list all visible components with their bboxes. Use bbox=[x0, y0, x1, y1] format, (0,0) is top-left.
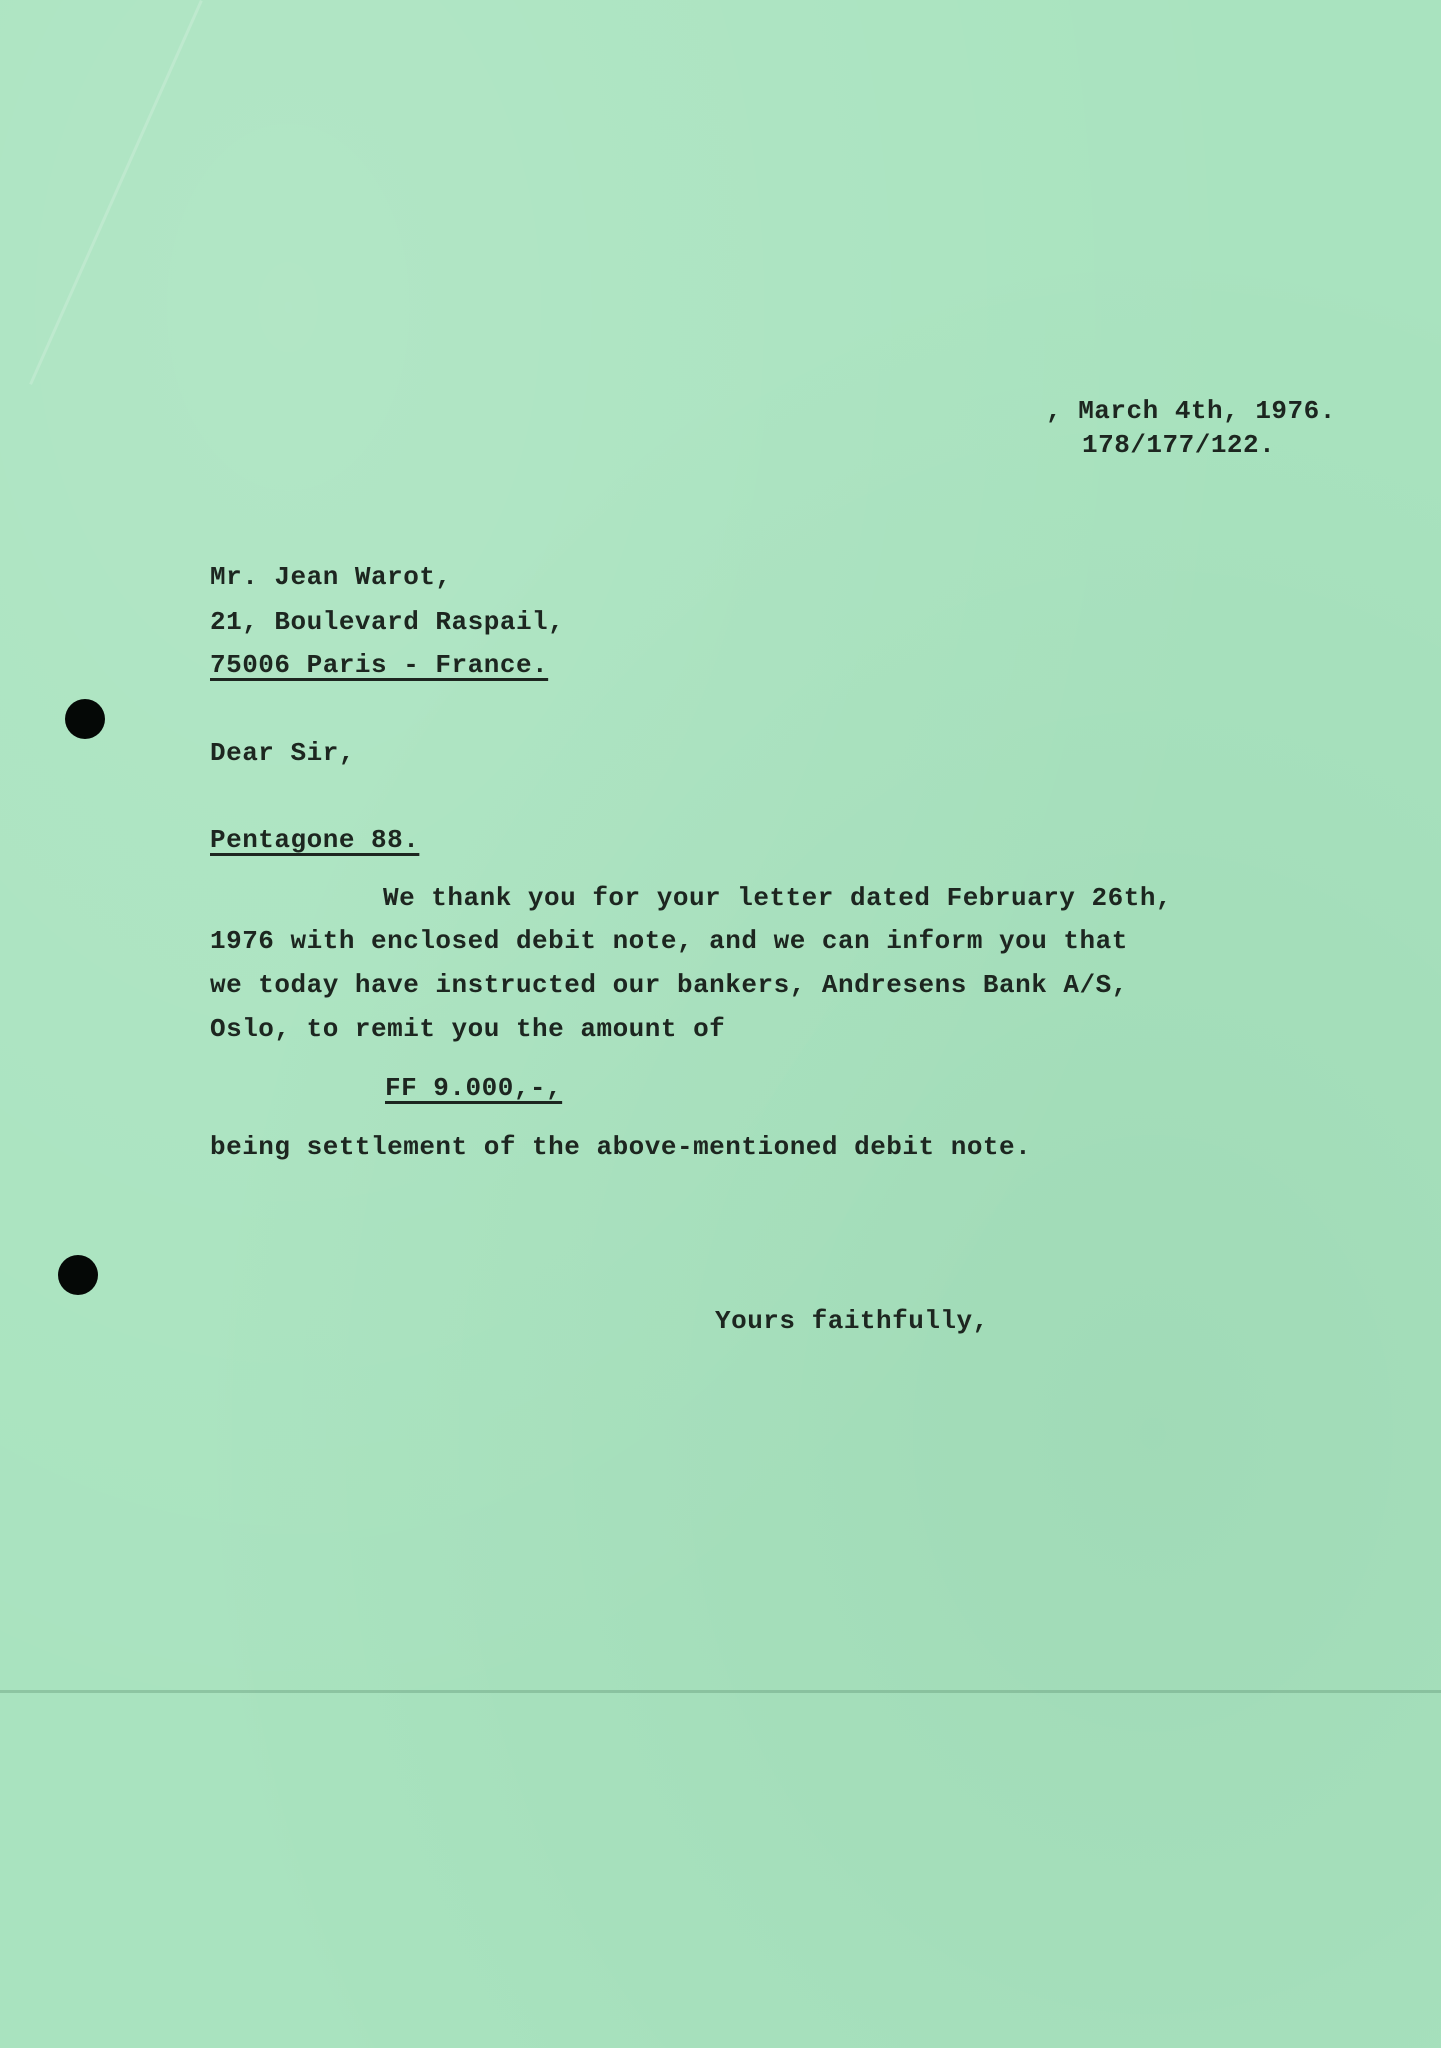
letter-reference: 178/177/122. bbox=[1082, 430, 1276, 460]
recipient-city: 75006 Paris - France. bbox=[210, 650, 549, 680]
closing: Yours faithfully, bbox=[715, 1306, 989, 1336]
body-line-4: Oslo, to remit you the amount of bbox=[210, 1014, 726, 1044]
paper-crease-diagonal bbox=[29, 0, 203, 385]
body-line-2: 1976 with enclosed debit note, and we can inform you that bbox=[210, 926, 1128, 956]
recipient-street: 21, Boulevard Raspail, bbox=[210, 607, 565, 637]
salutation: Dear Sir, bbox=[210, 738, 355, 768]
paper-fold-line bbox=[0, 1690, 1441, 1693]
payment-amount: FF 9.000,-, bbox=[385, 1073, 563, 1103]
punch-hole-top bbox=[65, 699, 105, 739]
body-line-1: We thank you for your letter dated February 26th, bbox=[383, 883, 1173, 913]
subject-line: Pentagone 88. bbox=[210, 825, 420, 855]
letter-date: , March 4th, 1976. bbox=[1046, 396, 1336, 426]
punch-hole-bottom bbox=[58, 1255, 98, 1295]
body-line-5: being settlement of the above-mentioned debit note. bbox=[210, 1132, 1032, 1162]
recipient-name: Mr. Jean Warot, bbox=[210, 562, 452, 592]
body-line-3: we today have instructed our bankers, Andresens Bank A/S, bbox=[210, 970, 1128, 1000]
